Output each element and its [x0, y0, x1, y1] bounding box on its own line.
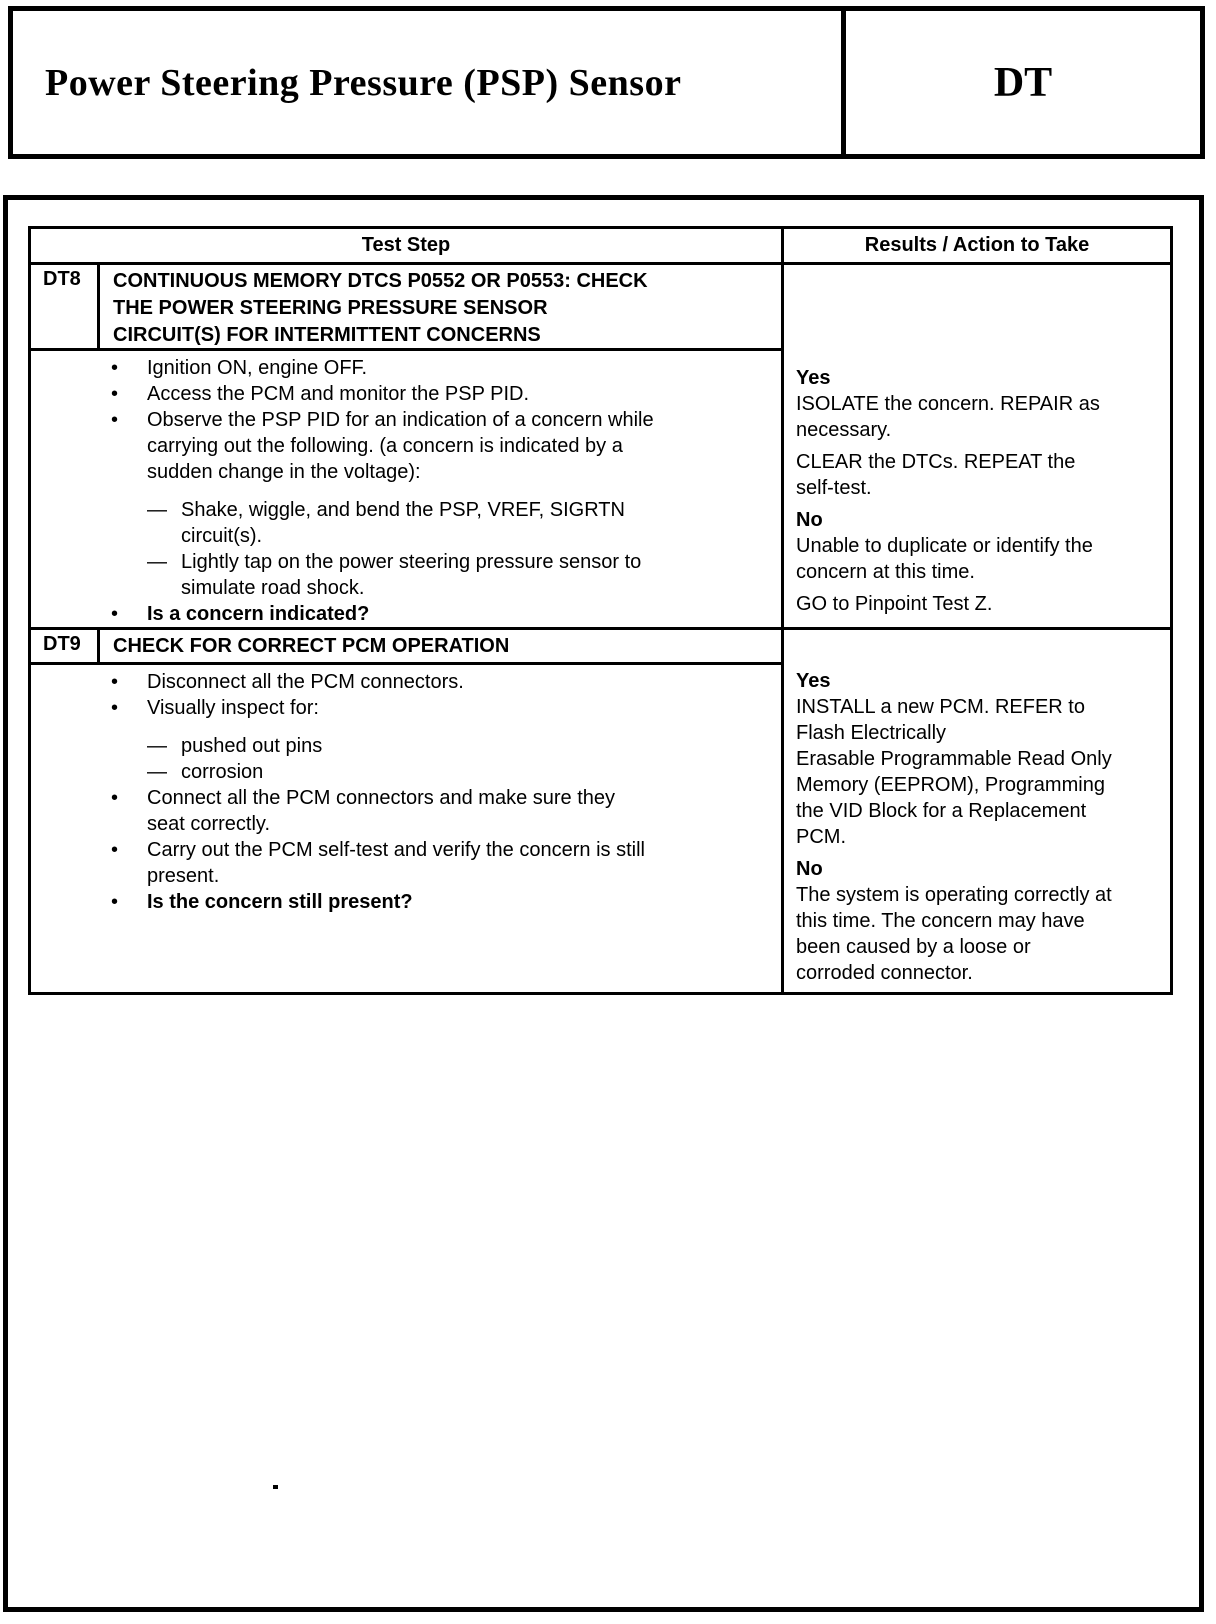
- result-paragraph: CLEAR the DTCs. REPEAT the self-test.: [796, 451, 1076, 499]
- bullet-marker: •: [111, 839, 119, 861]
- section-code-cell: [846, 11, 1200, 154]
- test-table: [28, 226, 1173, 995]
- result-paragraph: No Unable to duplicate or identify the concern at this time.: [796, 509, 1093, 583]
- section-code: DT: [993, 59, 1053, 106]
- step-text: Disconnect all the PCM connectors.: [147, 671, 464, 693]
- dash-marker: —: [147, 761, 167, 783]
- step-item: [31, 497, 781, 549]
- step-item: [31, 601, 781, 627]
- results-cell: [784, 630, 1170, 992]
- document-title-cell: [13, 11, 846, 154]
- document-header: [8, 6, 1205, 159]
- step-list: [31, 351, 781, 627]
- step-text: Ignition ON, engine OFF.: [147, 357, 368, 379]
- dash-marker: —: [147, 551, 167, 573]
- dash-marker: —: [147, 499, 167, 521]
- step-item: [31, 785, 781, 837]
- step-text: Lightly tap on the power steering pressure sensor to simulate road shock.: [181, 551, 642, 599]
- step-text: Observe the PSP PID for an indication of a concern while carrying out the following. (a concern is indicated by a sudden change in the voltage):: [147, 409, 654, 483]
- step-text: pushed out pins: [181, 735, 323, 757]
- bullet-marker: •: [111, 697, 119, 719]
- content-frame: [3, 195, 1204, 1612]
- step-text: Visually inspect for:: [147, 697, 319, 719]
- test-title-text: CONTINUOUS MEMORY DTCS P0552 OR P0553: CHECK THE POWER STEERING PRESSURE SENSOR CIRCUIT(S) FOR INTERMITTENT CONCERNS: [113, 270, 648, 346]
- result-heading: No: [796, 858, 823, 880]
- step-item: [31, 889, 781, 915]
- test-block: [31, 627, 1170, 992]
- results-cell: [784, 265, 1170, 627]
- result-heading: No: [796, 509, 823, 531]
- step-item: [31, 381, 781, 407]
- step-text: Is the concern still present?: [147, 891, 413, 913]
- col-header-results: Results / Action to Take: [864, 234, 1090, 256]
- table-header-row: [31, 229, 1170, 265]
- step-list: [31, 665, 781, 985]
- result-paragraph: Yes ISOLATE the concern. REPAIR as necessary.: [796, 367, 1100, 441]
- step-text: corrosion: [181, 761, 264, 783]
- result-heading: Yes: [796, 367, 831, 389]
- step-text: Connect all the PCM connectors and make sure they seat correctly.: [147, 787, 616, 835]
- step-item: [31, 407, 781, 485]
- bullet-marker: •: [111, 383, 119, 405]
- step-item: [31, 669, 781, 695]
- result-paragraph: No The system is operating correctly at this time. The concern may have been caused by a loose or corroded connector.: [796, 858, 1112, 984]
- step-item: [31, 695, 781, 721]
- bullet-marker: •: [111, 603, 119, 625]
- test-id-cell: DT9: [31, 630, 100, 662]
- test-block: [31, 265, 1170, 627]
- test-title-text: CHECK FOR CORRECT PCM OPERATION: [113, 635, 510, 657]
- test-id-cell: DT8: [31, 265, 100, 348]
- dash-marker: —: [147, 735, 167, 757]
- bullet-marker: •: [111, 409, 119, 431]
- step-text: Carry out the PCM self-test and verify the concern is still present.: [147, 839, 645, 887]
- step-text: Shake, wiggle, and bend the PSP, VREF, SIGRTN circuit(s).: [181, 499, 625, 547]
- step-item: [31, 837, 781, 889]
- result-paragraph: Yes INSTALL a new PCM. REFER to Flash Electrically Erasable Programmable Read Only Memory (EEPROM), Programming the VID Block for a Replacement PCM.: [796, 670, 1112, 848]
- step-item: [31, 733, 781, 759]
- step-text: Access the PCM and monitor the PSP PID.: [147, 383, 530, 405]
- bullet-marker: •: [111, 891, 119, 913]
- col-header-test-step: Test Step: [31, 229, 784, 262]
- scan-artifact-dot: [273, 1485, 278, 1489]
- bullet-marker: •: [111, 787, 119, 809]
- step-item: [31, 355, 781, 381]
- step-item: [31, 549, 781, 601]
- step-text: Is a concern indicated?: [147, 603, 370, 625]
- step-item: [31, 759, 781, 785]
- document-title: Power Steering Pressure (PSP) Sensor: [45, 61, 682, 104]
- test-step-cell: [31, 265, 784, 627]
- bullet-marker: •: [111, 357, 119, 379]
- test-title-row: [31, 265, 781, 351]
- result-paragraph: GO to Pinpoint Test Z.: [796, 593, 993, 615]
- test-title-row: [31, 630, 781, 665]
- bullet-marker: •: [111, 671, 119, 693]
- test-step-cell: [31, 630, 784, 992]
- result-heading: Yes: [796, 670, 831, 692]
